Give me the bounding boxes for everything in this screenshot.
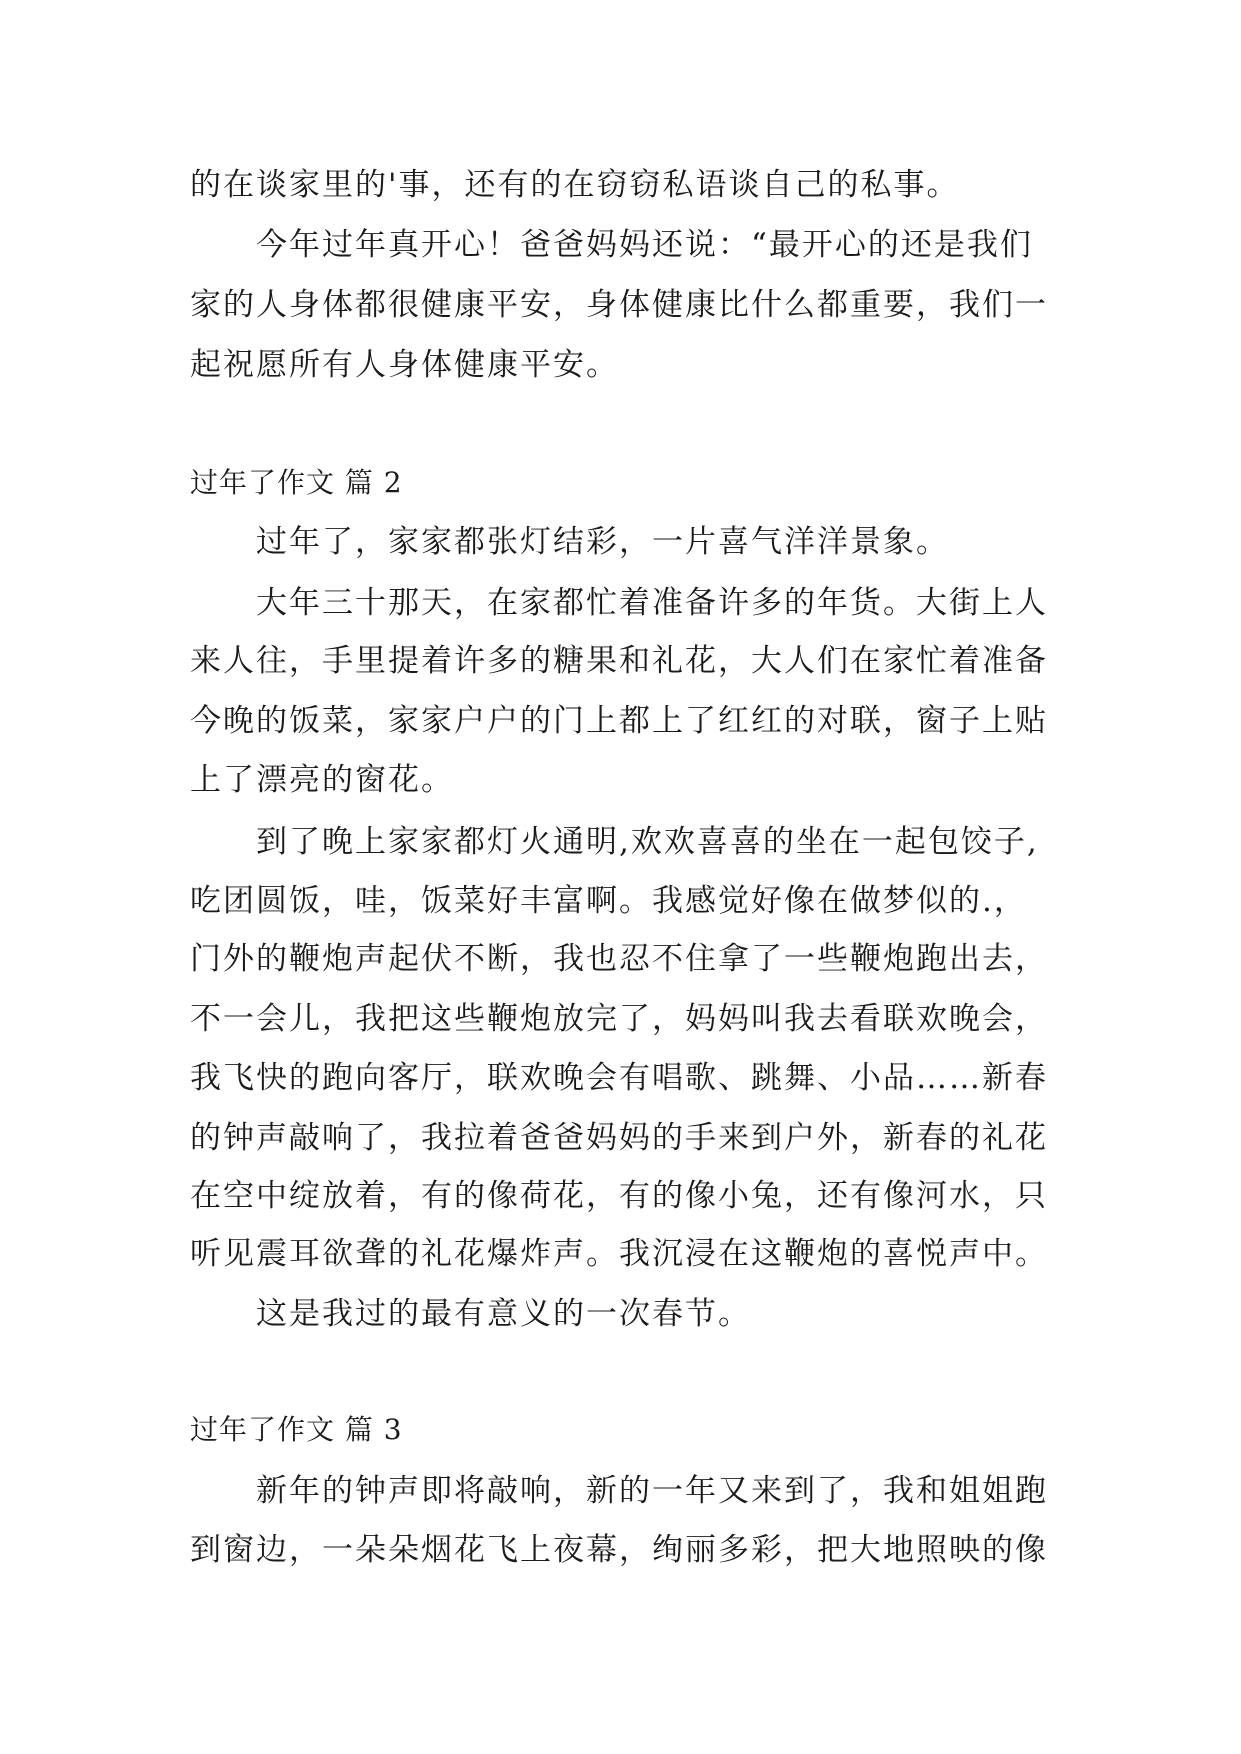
paragraph-line: 的在谈家里的'事，还有的在窃窃私语谈自己的私事。 [190,167,960,203]
paragraph-line: 大年三十那天，在家都忙着准备许多的年货。大街上人 [256,585,1048,621]
paragraph-line: 的钟声敲响了，我拉着爸爸妈妈的手来到户外，新春的礼花 [190,1120,1048,1156]
paragraph-line: 这是我过的最有意义的一次春节。 [256,1296,751,1332]
paragraph-line: 不一会儿，我把这些鞭炮放完了，妈妈叫我去看联欢晚会， [190,1001,1048,1037]
section-heading: 过年了作文 篇 3 [190,1413,403,1446]
paragraph-line: 来人往，手里提着许多的糖果和礼花，大人们在家忙着准备 [190,643,1048,679]
paragraph-line: 上了漂亮的窗花。 [190,762,454,798]
paragraph-line: 新年的钟声即将敲响，新的一年又来到了，我和姐姐跑 [256,1473,1048,1509]
paragraph-line: 吃团圆饭，哇，饭菜好丰富啊。我感觉好像在做梦似的.， [190,883,1027,919]
paragraph-line: 今晚的饭菜，家家户户的门上都上了红红的对联，窗子上贴 [190,703,1048,739]
paragraph-line: 我飞快的跑向客厅，联欢晚会有唱歌、跳舞、小品……新春 [190,1060,1048,1096]
paragraph-line: 家的人身体都很健康平安，身体健康比什么都重要，我们一 [190,287,1048,323]
paragraph-line: 在空中绽放着，有的像荷花，有的像小兔，还有像河水，只 [190,1178,1048,1214]
paragraph-line: 到窗边，一朵朵烟花飞上夜幕，绚丽多彩，把大地照映的像 [190,1532,1048,1568]
paragraph-line: 门外的鞭炮声起伏不断，我也忍不住拿了一些鞭炮跑出去， [190,941,1048,977]
paragraph-line: 到了晚上家家都灯火通明,欢欢喜喜的坐在一起包饺子, [256,824,1039,860]
section-heading: 过年了作文 篇 2 [190,466,403,499]
paragraph-line: 今年过年真开心！爸爸妈妈还说：“最开心的还是我们 [256,227,1033,263]
paragraph-line: 过年了，家家都张灯结彩，一片喜气洋洋景象。 [256,524,949,560]
paragraph-line: 起祝愿所有人身体健康平安。 [190,347,619,383]
paragraph-line: 听见震耳欲聋的礼花爆炸声。我沉浸在这鞭炮的喜悦声中。 [190,1236,1048,1272]
